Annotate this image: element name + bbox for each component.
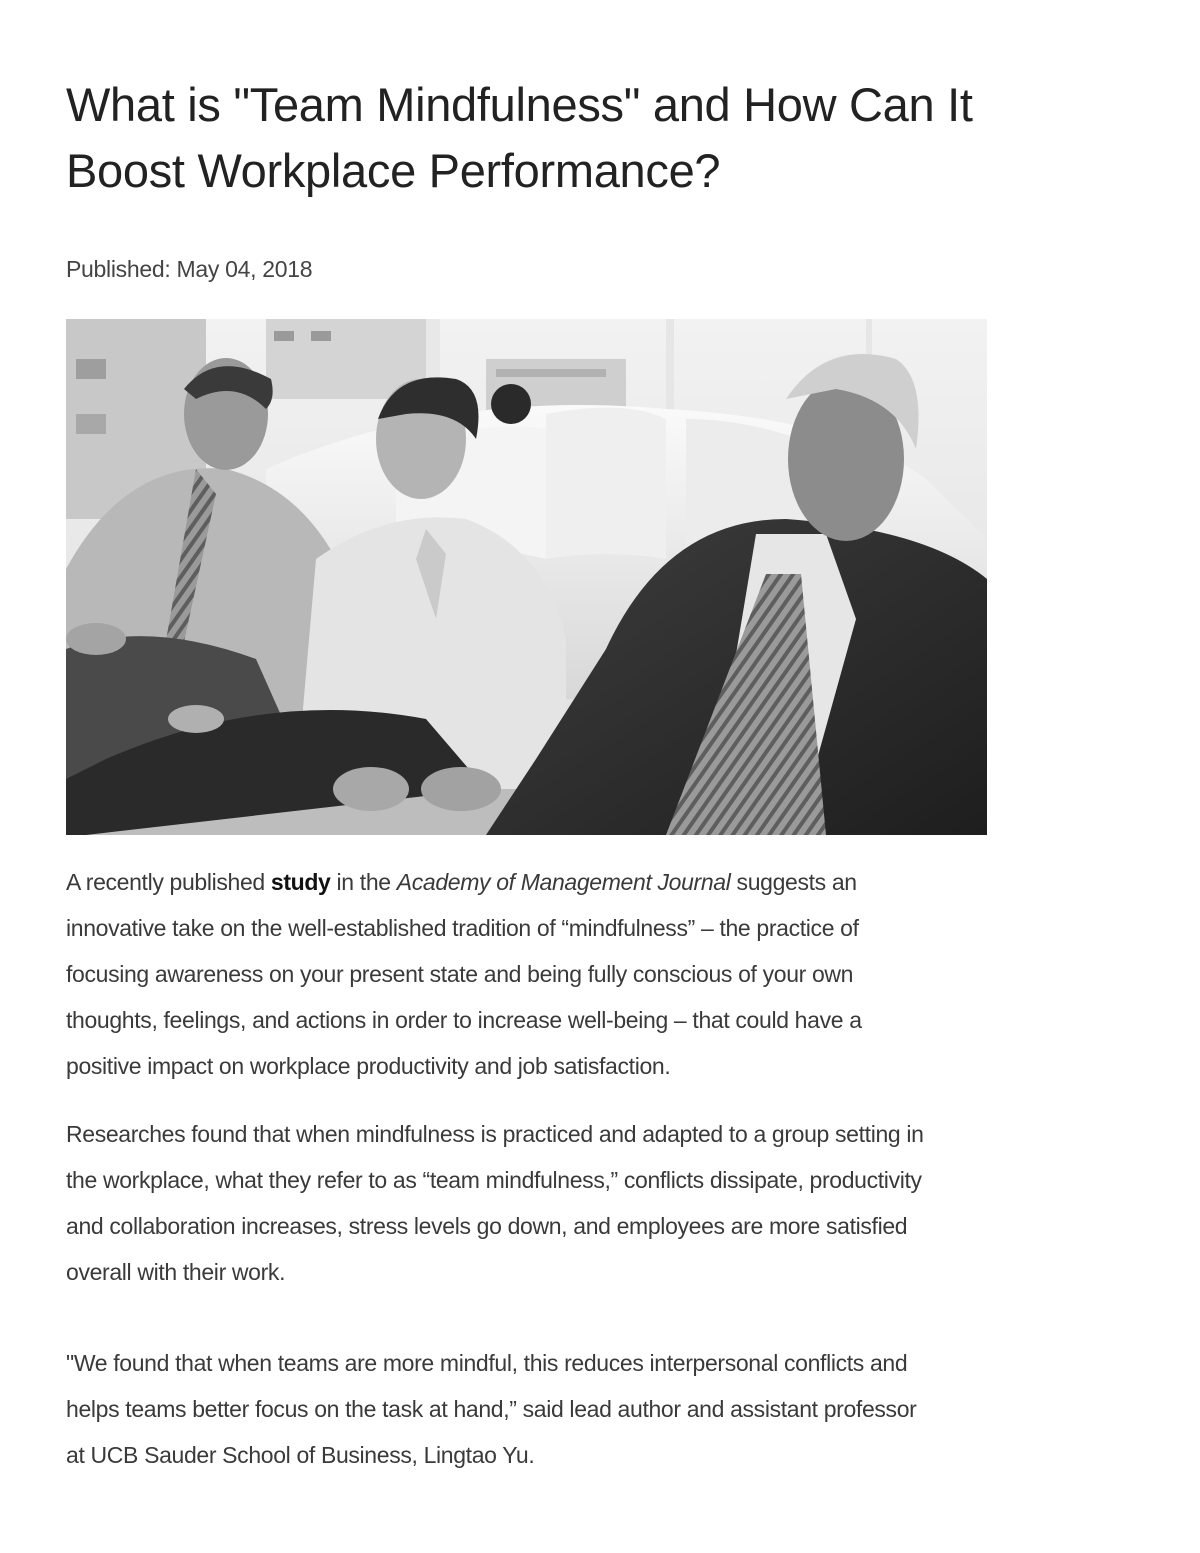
paragraph-findings-line-1: Researches found that when mindfulness is practiced and adapted to a group setting in (66, 1121, 924, 1147)
paragraph-quote-line-3: at UCB Sauder School of Business, Lingtao Yu. (66, 1442, 535, 1468)
paragraph-intro-line-3: focusing awareness on your present state and being fully conscious of your own (66, 961, 854, 987)
paragraph-quote-line-1: "We found that when teams are more mindful, this reduces interpersonal conflicts and (66, 1350, 908, 1376)
paragraph-findings (66, 1111, 1126, 1295)
journal-name: Academy of Management Journal (396, 869, 731, 895)
paragraph-intro-line-5: positive impact on workplace productivity and job satisfaction. (66, 1053, 671, 1079)
article-title (66, 72, 1126, 204)
text-run: A recently published (66, 869, 271, 895)
paragraph-intro-line-2: innovative take on the well-established tradition of “mindfulness” – the practice of (66, 915, 859, 941)
study-link[interactable]: study (270, 869, 331, 895)
photo-three-people-meditating-office-icon (66, 319, 987, 835)
paragraph-findings-line-4: overall with their work. (66, 1259, 286, 1285)
published-date: Published: May 04, 2018 (66, 256, 313, 282)
text-run: in the (330, 869, 397, 895)
paragraph-quote (66, 1340, 1126, 1478)
article-title-line-1: What is "Team Mindfulness" and How Can It (66, 78, 973, 131)
paragraph-intro-line-1 (66, 859, 1126, 905)
paragraph-findings-line-2: the workplace, what they refer to as “team mindfulness,” conflicts dissipate, productivity (66, 1167, 922, 1193)
paragraph-intro-line-4: thoughts, feelings, and actions in order to increase well-being – that could have a (66, 1007, 862, 1033)
paragraph-quote-line-2: helps teams better focus on the task at hand,” said lead author and assistant professor (66, 1396, 917, 1422)
paragraph-intro (66, 859, 1126, 1089)
article-title-line-2: Boost Workplace Performance? (66, 144, 721, 197)
paragraph-findings-line-3: and collaboration increases, stress levels go down, and employees are more satisfied (66, 1213, 908, 1239)
hero-image (66, 319, 987, 835)
text-run: suggests an (730, 869, 857, 895)
